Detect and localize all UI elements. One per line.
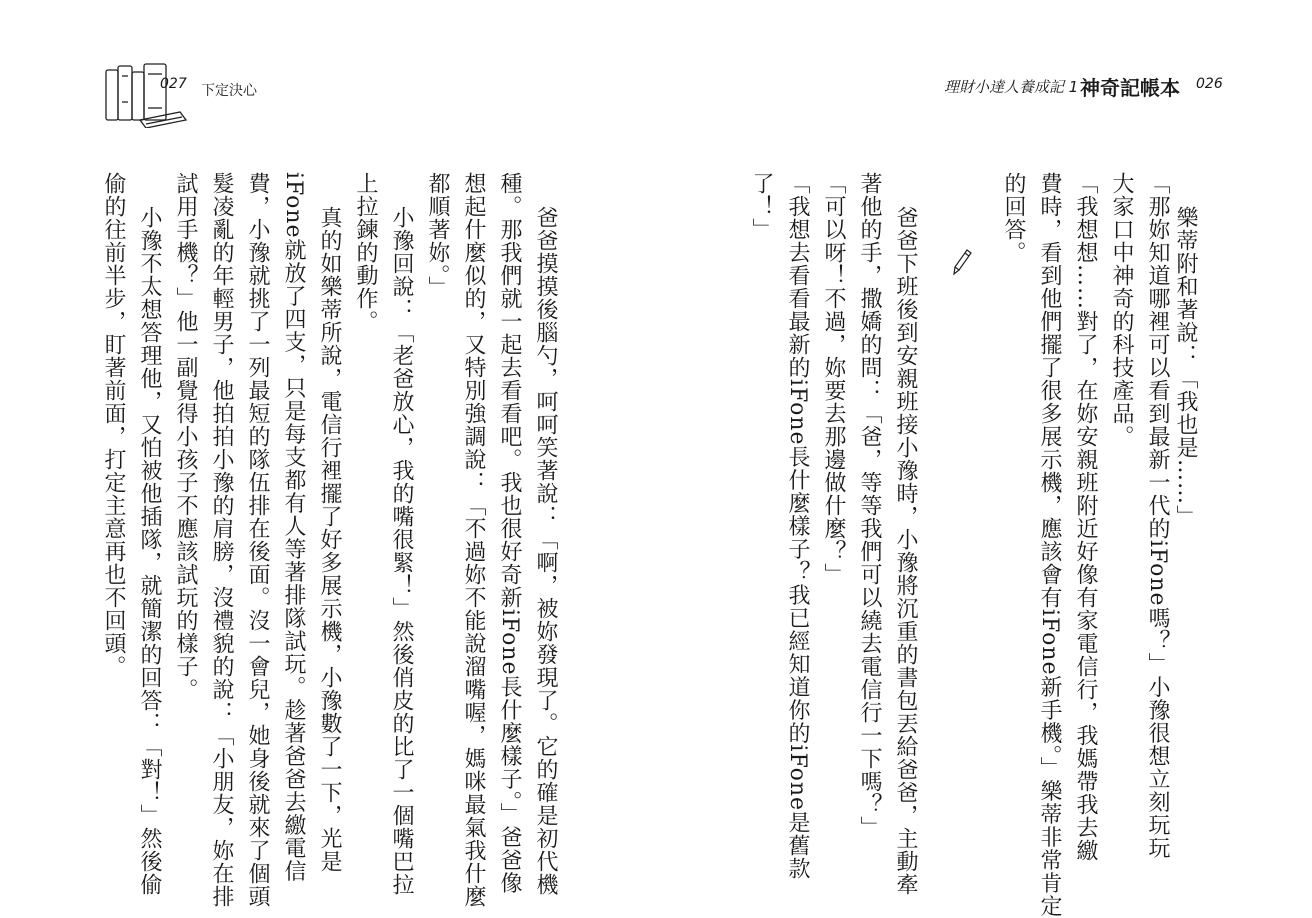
text-column: 「我想想……對了，在妳安親班附近好像有家電信行，我媽帶我去繳 bbox=[1073, 172, 1098, 862]
text-column: 「那妳知道哪裡可以看到最新一代的iFone嗎？」小豫很想立刻玩玩 bbox=[1145, 172, 1170, 860]
text-column: 費，小豫就挑了一列最短的隊伍排在後面。沒一會兒，她身後就來了個頭 bbox=[245, 172, 270, 908]
series-title: 理財小達人養成記 1 bbox=[944, 78, 1079, 96]
right-page-number: 026 bbox=[1196, 76, 1223, 92]
books-illustration bbox=[102, 62, 188, 128]
text-column: 爸爸下班後到安親班接小豫時，小豫將沉重的書包丟給爸爸，主動牽 bbox=[893, 206, 918, 896]
text-column: 了！」 bbox=[749, 172, 774, 241]
text-column: 的回答。 bbox=[1001, 172, 1026, 264]
text-column: 樂蒂附和著說：「我也是……」 bbox=[1173, 206, 1198, 528]
left-page-number: 027 bbox=[160, 76, 187, 92]
text-column: 爸爸摸摸後腦勺，呵呵笑著說：「啊，被妳發現了。它的確是初代機 bbox=[533, 206, 558, 896]
text-column: 上拉鍊的動作。 bbox=[353, 172, 378, 333]
text-column: 小豫不太想答理他，又怕被他插隊，就簡潔的回答：「對！」然後偷 bbox=[137, 206, 162, 896]
text-column: 「我想去看看最新的iFone長什麼樣子？我已經知道你的iFone是舊款 bbox=[785, 172, 810, 881]
text-column: 髮凌亂的年輕男子，他拍拍小豫的肩膀，沒禮貌的說：「小朋友，妳在排 bbox=[209, 172, 234, 908]
pencil-icon bbox=[952, 248, 972, 276]
text-column: 種。那我們就一起去看看吧。我也很好奇新iFone長什麼樣子。」爸爸像 bbox=[497, 172, 522, 895]
text-column: 費時，看到他們擺了很多展示機，應該會有iFone新手機。」樂蒂非常肯定 bbox=[1037, 172, 1062, 918]
text-column: 試用手機？」他一副覺得小孩子不應該試玩的樣子。 bbox=[173, 172, 198, 701]
left-chapter-title: 下定決心 bbox=[201, 83, 257, 99]
text-column: 大家口中神奇的科技產品。 bbox=[1109, 172, 1134, 448]
text-column: 「可以呀！不過，妳要去那邊做什麼？」 bbox=[821, 172, 846, 586]
text-column: 小豫回說：「老爸放心，我的嘴很緊！」然後俏皮的比了一個嘴巴拉 bbox=[389, 206, 414, 896]
text-column: 想起什麼似的，又特別強調說：「不過妳不能說溜嘴喔，媽咪最氣我什麼 bbox=[461, 172, 486, 908]
book-title: 神奇記帳本 bbox=[1080, 76, 1180, 100]
text-column: 真的如樂蒂所說，電信行裡擺了好多展示機，小豫數了一下，光是 bbox=[317, 206, 342, 873]
text-column: 著他的手，撒嬌的問：「爸，等等我們可以繞去電信行一下嗎？」 bbox=[857, 172, 882, 839]
text-column: 都順著妳。」 bbox=[425, 172, 450, 299]
text-column: 偷的往前半步，盯著前面，打定主意再也不回頭。 bbox=[101, 172, 126, 678]
text-column: iFone就放了四支，只是每支都有人等著排隊試玩。趁著爸爸去繳電信 bbox=[281, 172, 306, 883]
